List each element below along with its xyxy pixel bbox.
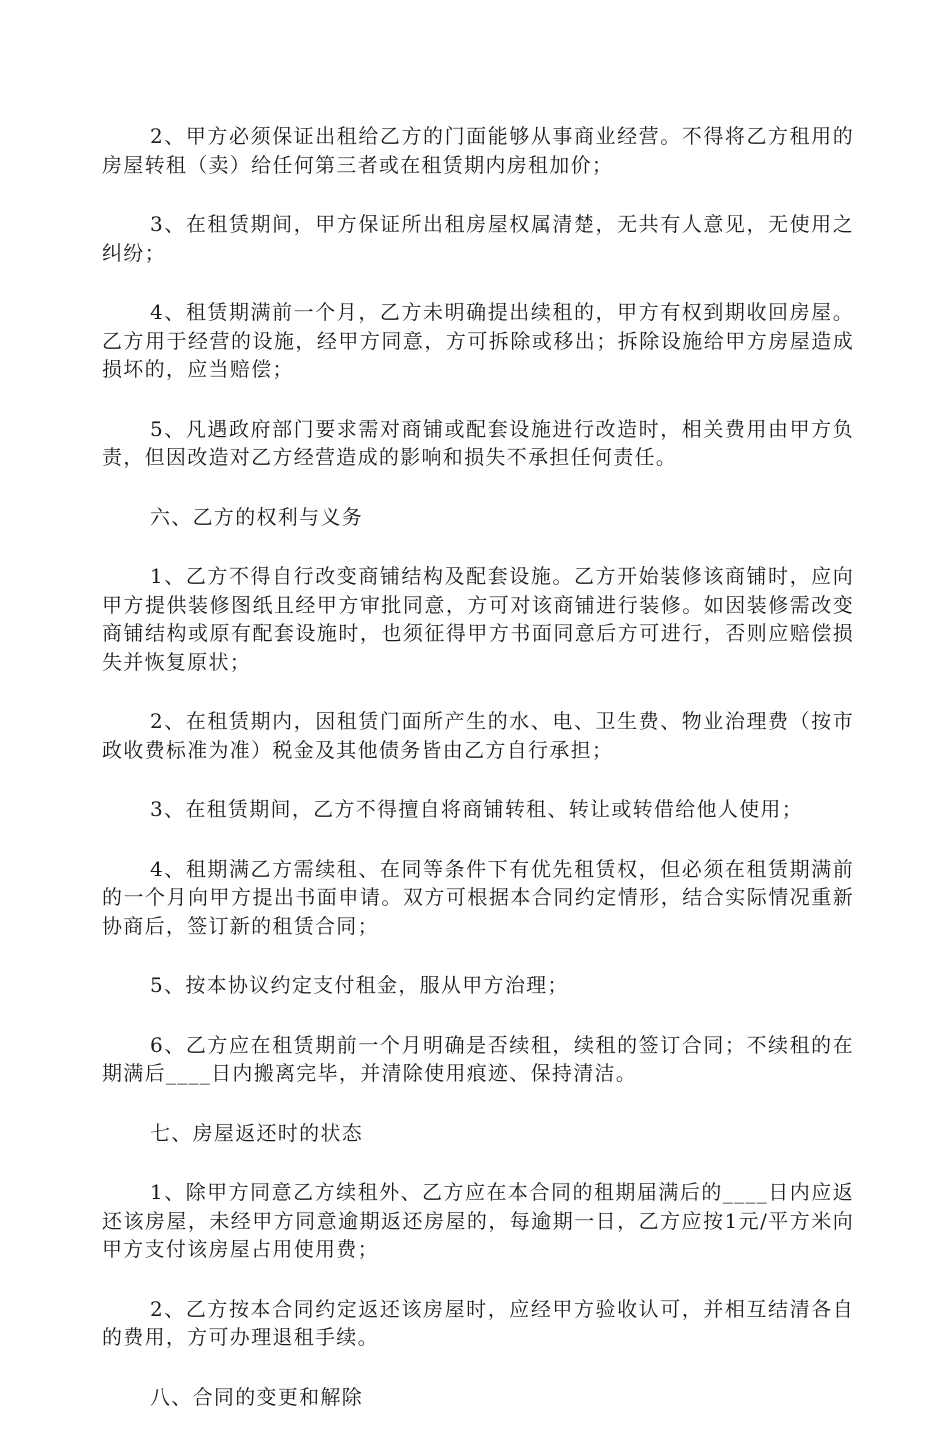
clause-paragraph: 2、乙方按本合同约定返还该房屋时，应经甲方验收认可，并相互结清各自的费用，方可办理退租手续。 [102, 1296, 854, 1349]
clause-paragraph: 1、乙方不得自行改变商铺结构及配套设施。乙方开始装修该商铺时，应向甲方提供装修图纸且经甲方审批同意，方可对该商铺进行装修。如因装修需改变商铺结构或原有配套设施时，也须征得甲方书面同意后方可进行，否则应赔偿损失并恢复原状； [102, 564, 854, 674]
clause-paragraph: 2、甲方必须保证出租给乙方的门面能够从事商业经营。不得将乙方租用的房屋转租（卖）给任何第三者或在租赁期内房租加价； [102, 124, 854, 177]
clause-paragraph: 4、租期满乙方需续租、在同等条件下有优先租赁权，但必须在租赁期满前的一个月向甲方提出书面申请。双方可根据本合同约定情形，结合实际情况重新协商后，签订新的租赁合同； [102, 856, 854, 938]
section-heading: 八、合同的变更和解除 [150, 1384, 363, 1409]
clause-paragraph: 2、在租赁期内，因租赁门面所产生的水、电、卫生费、物业治理费（按市政收费标准为准）税金及其他债务皆由乙方自行承担； [102, 709, 854, 762]
clause-paragraph: 1、除甲方同意乙方续租外、乙方应在本合同的租期届满后的____日内应返还该房屋，未经甲方同意逾期返还房屋的，每逾期一日，乙方应按1元/平方米向甲方支付该房屋占用使用费； [102, 1180, 854, 1261]
section-heading: 七、房屋返还时的状态 [150, 1120, 363, 1145]
clause-paragraph: 4、租赁期满前一个月，乙方未明确提出续租的，甲方有权到期收回房屋。乙方用于经营的设施，经甲方同意，方可拆除或移出；拆除设施给甲方房屋造成损坏的，应当赔偿； [102, 300, 854, 381]
clause-paragraph: 5、凡遇政府部门要求需对商铺或配套设施进行改造时，相关费用由甲方负责，但因改造对乙方经营造成的影响和损失不承担任何责任。 [102, 416, 854, 469]
clause-paragraph: 3、在租赁期间，甲方保证所出租房屋权属清楚，无共有人意见，无使用之纠纷； [102, 212, 854, 265]
clause-paragraph: 6、乙方应在租赁期前一个月明确是否续租，续租的签订合同；不续租的在期满后____日内搬离完毕，并清除使用痕迹、保持清洁。 [102, 1032, 854, 1085]
document-body [102, 122, 854, 1442]
clause-paragraph: 3、在租赁期间，乙方不得擅自将商铺转租、转让或转借给他人使用； [150, 797, 804, 821]
clause-paragraph: 5、按本协议约定支付租金，服从甲方治理； [150, 973, 569, 997]
section-heading: 六、乙方的权利与义务 [150, 504, 363, 529]
